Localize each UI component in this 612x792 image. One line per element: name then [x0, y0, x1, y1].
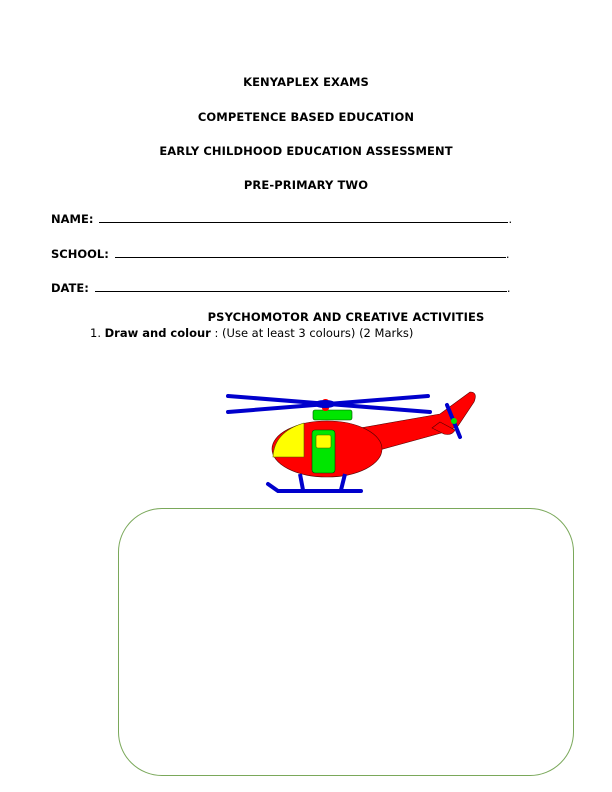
date-label: DATE: — [51, 281, 89, 295]
skid-strut — [341, 474, 345, 490]
tail-rotor-hub — [451, 418, 457, 424]
rotor-cap — [313, 410, 352, 420]
question-number: 1. — [90, 326, 101, 340]
question-separator: : — [210, 326, 223, 340]
name-label: NAME: — [51, 212, 94, 226]
grade-title: PRE-PRIMARY TWO — [243, 178, 369, 192]
name-field: NAME: . — [51, 212, 513, 226]
question-detail: (Use at least 3 colours) (2 Marks) — [222, 326, 414, 340]
school-field: SCHOOL: . — [51, 247, 510, 261]
door-window — [316, 435, 331, 448]
date-field: DATE: . — [51, 281, 511, 295]
curriculum-title: COMPETENCE BASED EDUCATION — [197, 110, 415, 124]
question-instruction: Draw and colour — [104, 326, 211, 340]
assessment-title: EARLY CHILDHOOD EDUCATION ASSESSMENT — [159, 144, 453, 158]
school-label: SCHOOL: — [51, 247, 109, 261]
drawing-area[interactable] — [118, 508, 574, 776]
exam-provider-title: KENYAPLEX EXAMS — [243, 75, 369, 89]
skid-strut — [300, 474, 303, 490]
landing-skid — [268, 484, 361, 491]
rotor-hub — [314, 400, 336, 408]
section-title: PSYCHOMOTOR AND CREATIVE ACTIVITIES — [207, 310, 485, 324]
